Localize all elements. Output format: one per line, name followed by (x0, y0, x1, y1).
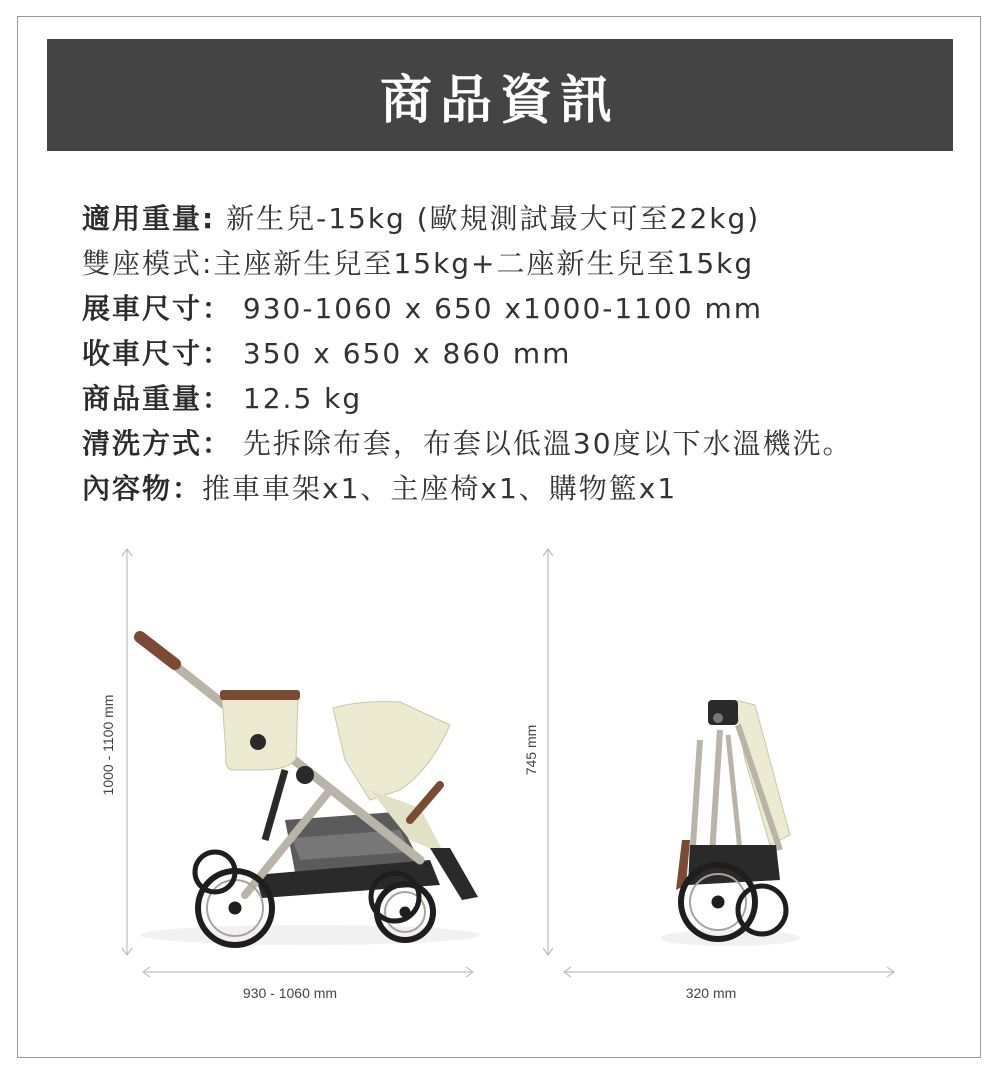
page-title: 商品資訊 (379, 70, 620, 131)
spec-value: 12.5 kg (232, 382, 363, 415)
spec-label: 收車尺寸： (82, 337, 233, 370)
spec-value: 先拆除布套，布套以低溫30度以下水溫機洗。 (232, 427, 853, 460)
stroller-folded-image (660, 700, 800, 946)
spec-label: 展車尺寸： (82, 292, 233, 325)
spec-value: 推車車架x1、主座椅x1、購物籃x1 (202, 472, 678, 505)
open-length-label: 930 - 1060 mm (242, 985, 338, 1001)
spec-label: 商品重量： (82, 382, 233, 415)
stroller-open-image (140, 637, 480, 945)
spec-label: 清洗方式： (82, 427, 233, 460)
folded-width-label: 320 mm (685, 985, 737, 1001)
folded-height-label: 745 mm (523, 724, 539, 776)
spec-value: 350 x 650 x 860 mm (232, 337, 572, 370)
spec-value: 新生兒-15kg (歐規測試最大可至22kg) (215, 202, 761, 235)
spec-value: 930-1060 x 650 x1000-1100 mm (232, 292, 764, 325)
spec-value: 雙座模式:主座新生兒至15kg+二座新生兒至15kg (82, 247, 755, 280)
spec-label: 內容物： (82, 472, 203, 505)
open-height-label: 1000 - 1100 mm (100, 694, 116, 796)
spec-label: 適用重量: (82, 202, 216, 235)
